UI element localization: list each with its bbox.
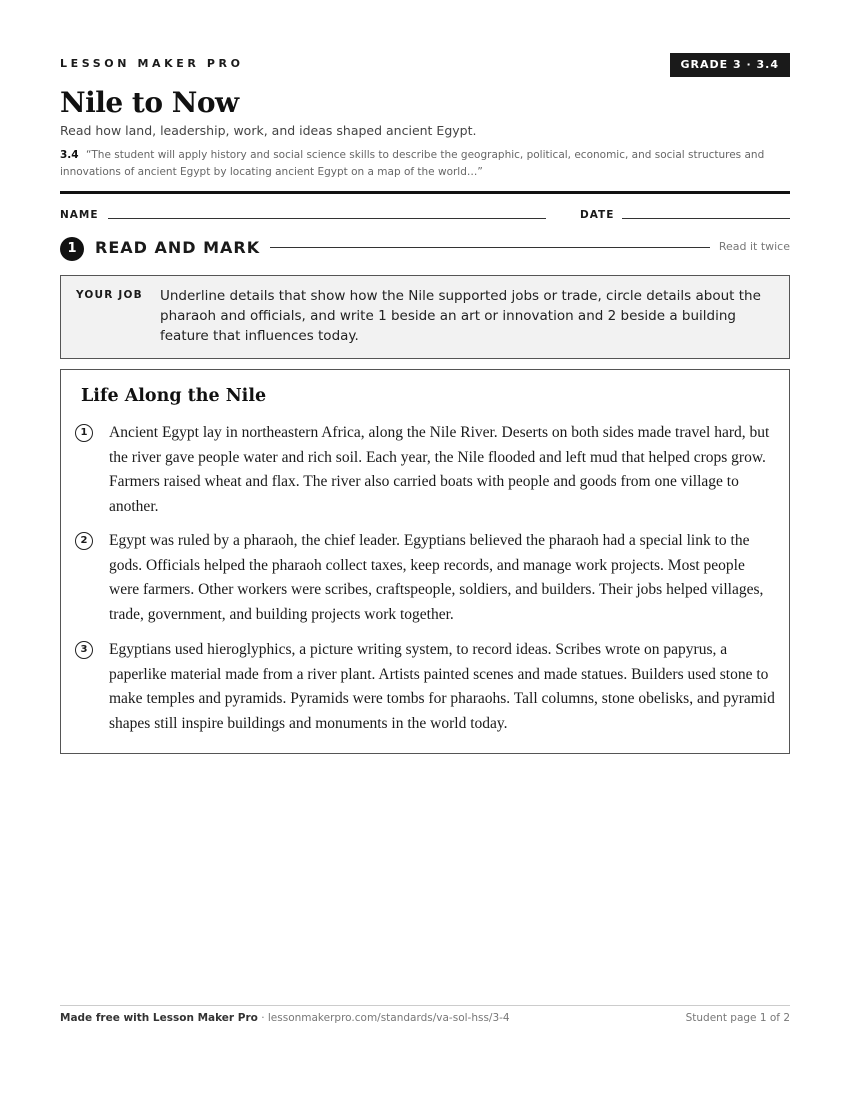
standard-text: “The student will apply history and social science skills to describe the geographic, political, economic, and social structures and innovations of ancient Egypt by locating ancient Egypt on a map of the world…” bbox=[60, 149, 765, 178]
name-field[interactable] bbox=[108, 218, 546, 219]
standard-statement bbox=[60, 147, 790, 181]
name-label: NAME bbox=[60, 209, 99, 221]
section-note: Read it twice bbox=[718, 240, 790, 253]
reading-title: Life Along the Nile bbox=[81, 386, 267, 406]
grade-badge: GRADE 3 · 3.4 bbox=[670, 53, 790, 77]
your-job-box bbox=[60, 275, 790, 359]
section-title: READ AND MARK bbox=[95, 238, 261, 257]
reading-passage-box bbox=[60, 369, 790, 754]
paragraph-text: Ancient Egypt lay in northeastern Africa, along the Nile River. Deserts on both sides made travel hard, but the river gave people water and rich soil. Each year, the Nile flooded and left mud that helped crops grow. Farmers raised wheat and flax. The river also carried boats with people and goods from one village to another. bbox=[109, 424, 770, 515]
paragraph-number-badge: 2 bbox=[75, 532, 93, 550]
header-divider bbox=[60, 191, 790, 194]
your-job-label: YOUR JOB bbox=[76, 289, 143, 301]
footer-page-number: Student page 1 of 2 bbox=[685, 1012, 790, 1024]
paragraph-text: Egypt was ruled by a pharaoh, the chief leader. Egyptians believed the pharaoh had a special link to the gods. Officials helped the pharaoh collect taxes, keep records, and manage work projects. Most people were farmers. Other workers were scribes, craftspeople, soldiers, and builders. Their jobs helped villages, trade, government, and building projects work together. bbox=[109, 532, 764, 623]
footer-made-with: Made free with Lesson Maker Pro bbox=[60, 1012, 258, 1024]
page-subtitle: Read how land, leadership, work, and ideas shaped ancient Egypt. bbox=[60, 123, 477, 138]
footer-divider bbox=[60, 1005, 790, 1006]
section-number-badge: 1 bbox=[60, 237, 84, 261]
date-label: DATE bbox=[580, 209, 615, 221]
worksheet-page bbox=[60, 0, 790, 1100]
section-divider bbox=[270, 247, 710, 248]
date-field[interactable] bbox=[622, 218, 790, 219]
standard-code: 3.4 bbox=[60, 149, 79, 161]
page-title: Nile to Now bbox=[60, 86, 239, 119]
paragraph-number-badge: 3 bbox=[75, 641, 93, 659]
your-job-text: Underline details that show how the Nile supported jobs or trade, circle details about the pharaoh and officials, and write 1 beside an art or innovation and 2 beside a building feature that influences today. bbox=[160, 288, 761, 344]
footer-url[interactable]: · lessonmakerpro.com/standards/va-sol-hss/3-4 bbox=[257, 1012, 510, 1024]
brand-name: LESSON MAKER PRO bbox=[60, 57, 244, 70]
paragraph-text: Egyptians used hieroglyphics, a picture writing system, to record ideas. Scribes wrote on papyrus, a paperlike material made from a river plant. Artists painted scenes and made statues. Builders used stone to make temples and pyramids. Pyramids were tombs for pharaohs. Tall columns, stone obelisks, and pyramid shapes still inspire buildings and monuments in the world today. bbox=[109, 641, 775, 732]
footer-credit bbox=[60, 1012, 510, 1024]
paragraph-number-badge: 1 bbox=[75, 424, 93, 442]
